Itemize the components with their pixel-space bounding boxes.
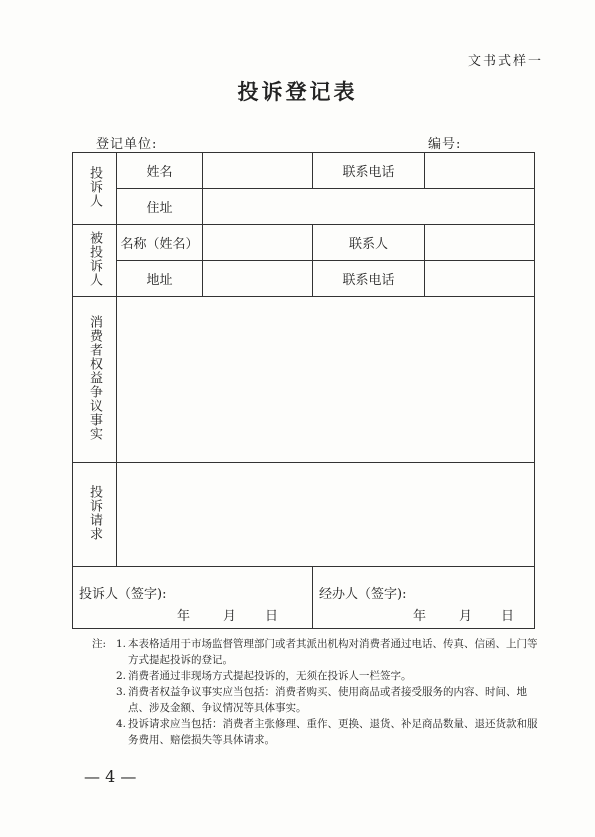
respondent-name-label: 名称（姓名） bbox=[117, 225, 203, 261]
note-item bbox=[92, 684, 542, 716]
handler-signature-field[interactable] bbox=[313, 567, 535, 629]
respondent-address-field[interactable] bbox=[203, 261, 313, 297]
request-section-label: 投诉请求 bbox=[73, 463, 117, 567]
note-item bbox=[92, 716, 542, 748]
complainant-signature-field[interactable] bbox=[73, 567, 313, 629]
request-field[interactable] bbox=[117, 463, 535, 567]
complainant-name-label: 姓名 bbox=[117, 153, 203, 189]
complainant-signature-label: 投诉人（签字): bbox=[79, 587, 167, 602]
note-item bbox=[92, 636, 542, 668]
facts-section-label: 消费者权益争议事实 bbox=[73, 297, 117, 463]
complainant-name-field[interactable] bbox=[203, 153, 313, 189]
complainant-sign-day: 日 bbox=[265, 609, 279, 624]
note-text: 投诉请求应当包括：消费者主张修理、重作、更换、退货、补足商品数量、退还货款和服务费用、赔偿损失等具体请求。 bbox=[128, 718, 538, 746]
note-text: 本表格适用于市场监督管理部门或者其派出机构对消费者通过电话、传真、信函、上门等方式提起投诉的登记。 bbox=[128, 638, 538, 666]
respondent-section-label: 被投诉人 bbox=[73, 225, 117, 297]
complainant-phone-field[interactable] bbox=[425, 153, 535, 189]
respondent-address-label: 地址 bbox=[117, 261, 203, 297]
respondent-phone-label: 联系电话 bbox=[313, 261, 425, 297]
complainant-phone-label: 联系电话 bbox=[313, 153, 425, 189]
complainant-sign-year: 年 bbox=[177, 609, 191, 624]
note-text: 消费者权益争议事实应当包括：消费者购买、使用商品或者接受服务的内容、时间、地点、涉及金额、争议情况等具体事实。 bbox=[128, 686, 527, 714]
respondent-contact-field[interactable] bbox=[425, 225, 535, 261]
complaint-registration-table bbox=[72, 152, 535, 629]
complainant-section-label: 投诉人 bbox=[73, 153, 117, 225]
number-label: 编号: bbox=[428, 137, 462, 152]
note-number: 1. bbox=[116, 638, 127, 650]
page-number: — 4 — bbox=[84, 767, 137, 786]
respondent-phone-field[interactable] bbox=[425, 261, 535, 297]
handler-sign-day: 日 bbox=[501, 609, 515, 624]
complainant-sign-month: 月 bbox=[223, 609, 237, 624]
note-item bbox=[92, 668, 542, 684]
respondent-contact-label: 联系人 bbox=[313, 225, 425, 261]
document-sample-label: 文书式样一 bbox=[467, 54, 543, 69]
note-text: 消费者通过非现场方式提起投诉的，无须在投诉人一栏签字。 bbox=[128, 670, 412, 682]
note-number: 3. bbox=[116, 686, 127, 698]
registration-unit-label: 登记单位: bbox=[96, 137, 158, 152]
respondent-name-field[interactable] bbox=[203, 225, 313, 261]
handler-sign-month: 月 bbox=[459, 609, 473, 624]
complainant-address-field[interactable] bbox=[203, 189, 535, 225]
note-number: 2. bbox=[116, 670, 127, 682]
page-title: 投诉登记表 bbox=[237, 79, 358, 104]
facts-field[interactable] bbox=[117, 297, 535, 463]
handler-signature-label: 经办人（签字): bbox=[319, 587, 407, 602]
complainant-address-label: 住址 bbox=[117, 189, 203, 225]
note-number: 4. bbox=[116, 718, 127, 730]
handler-sign-year: 年 bbox=[413, 609, 427, 624]
notes-block bbox=[92, 636, 542, 748]
notes-prefix: 注: bbox=[92, 638, 107, 650]
